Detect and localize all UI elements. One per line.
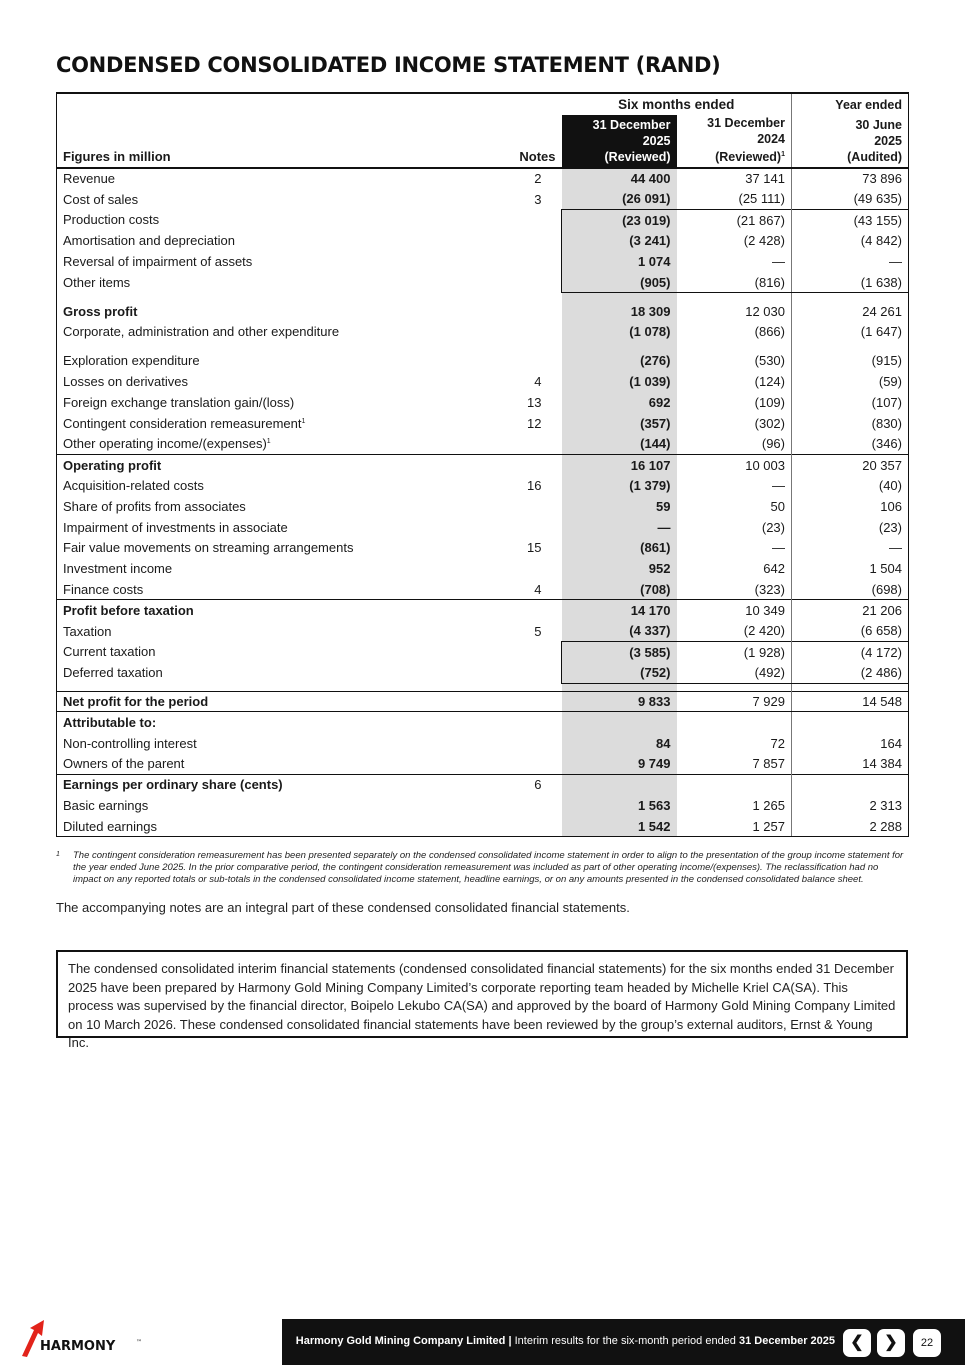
- value-prior: 72: [677, 733, 792, 754]
- table-row: [57, 371, 909, 392]
- row-label: Diluted earnings: [57, 816, 457, 837]
- table-row: [57, 475, 909, 496]
- value-year: 20 357: [792, 454, 909, 475]
- row-label: Investment income: [57, 558, 457, 579]
- harmony-arrow-icon: [20, 1318, 150, 1358]
- row-label: Foreign exchange translation gain/(loss): [57, 392, 457, 413]
- value-prior: —: [677, 475, 792, 496]
- value-prior: 642: [677, 558, 792, 579]
- row-notes: 6: [457, 774, 562, 795]
- value-year: (915): [792, 350, 909, 371]
- row-notes: [457, 733, 562, 754]
- value-current: (1 379): [562, 475, 677, 496]
- table-row: [57, 272, 909, 293]
- value-current: 84: [562, 733, 677, 754]
- value-prior: (530): [677, 350, 792, 371]
- row-label: Non-controlling interest: [57, 733, 457, 754]
- value-year: (59): [792, 371, 909, 392]
- value-prior: 1 257: [677, 816, 792, 837]
- table-row: [57, 558, 909, 579]
- row-notes: 3: [534, 191, 542, 207]
- value-current: 14 170: [562, 600, 677, 621]
- value-prior: —: [677, 251, 792, 272]
- page-title: CONDENSED CONSOLIDATED INCOME STATEMENT (RAND): [56, 53, 721, 77]
- table-row: [57, 517, 909, 538]
- spacer-row: [57, 342, 909, 350]
- footnote: [56, 850, 908, 886]
- table-row: [57, 210, 909, 231]
- value-prior: (2 420): [677, 621, 792, 642]
- value-prior: (96): [677, 434, 792, 455]
- value-prior: (1 928): [677, 642, 792, 663]
- value-current: [562, 774, 677, 795]
- value-year: (43 155): [792, 210, 909, 231]
- row-label: Earnings per ordinary share (cents): [57, 774, 457, 795]
- row-label: Basic earnings: [57, 795, 457, 816]
- footnote-text: The contingent consideration remeasurement has been presented separately on the condensed consolidated income statement in order to align to the presentation of the group income statement for the year ended June 2025. In the prior comparative period, the contingent consideration remeasurement was included as part of other operating income/(expenses). The reclassification had no impact on any reported totals or sub-totals in the condensed consolidated income statement, headline earnings, or on any amounts presented in the condensed consolidated balance sheet.: [73, 850, 904, 885]
- row-label: Cost of sales: [57, 189, 457, 210]
- row-notes: [457, 754, 562, 775]
- table-row: [57, 795, 909, 816]
- row-label: Production costs: [57, 210, 457, 231]
- value-year: —: [792, 538, 909, 559]
- spacer-row: [57, 293, 909, 301]
- table-row: [57, 434, 909, 455]
- value-prior: (2 428): [677, 230, 792, 251]
- row-notes: 16: [527, 478, 542, 494]
- row-notes: [457, 816, 562, 837]
- value-prior: (21 867): [677, 210, 792, 231]
- row-label: Current taxation: [57, 642, 457, 663]
- value-current: (144): [562, 434, 677, 455]
- row-label: Profit before taxation: [57, 600, 457, 621]
- logo-wordmark: HARMONY: [40, 1339, 116, 1354]
- value-year: (49 635): [792, 189, 909, 210]
- approval-text: The condensed consolidated interim financial statements (condensed consolidated financial statements) for the six months ended 31 December 2025 have been prepared by Harmony Gold Mining Company Limited’s corporate reporting team headed by Michelle Kriel CA(SA). This process was supervised by the financial director, Boipelo Lekubo CA(SA) and approved by the board of Harmony Gold Mining Company Limited on 10 March 2026. These condensed consolidated financial statements have been reviewed by the group’s external auditors, Ernst & Young Inc.: [68, 961, 896, 1050]
- row-notes: 13: [527, 394, 542, 410]
- value-year: (107): [792, 392, 909, 413]
- value-current: (752): [562, 662, 677, 683]
- table-row: [57, 538, 909, 559]
- value-current: (4 337): [562, 621, 677, 642]
- page-footer: [282, 1319, 965, 1365]
- value-year: 164: [792, 733, 909, 754]
- value-current: (708): [562, 579, 677, 600]
- table-row: [57, 621, 909, 642]
- col-year-header: 30 June 2025 (Audited): [792, 115, 909, 168]
- row-notes: [457, 691, 562, 712]
- chevron-left-icon: ❮: [850, 1334, 864, 1351]
- value-current: (905): [562, 272, 677, 293]
- row-notes: [457, 322, 562, 343]
- row-notes: [457, 600, 562, 621]
- table-row: [57, 642, 909, 663]
- approval-box: [56, 950, 908, 1050]
- value-prior: (124): [677, 371, 792, 392]
- row-label: Attributable to:: [57, 712, 457, 733]
- table-row: [57, 600, 909, 621]
- table-row: [57, 189, 909, 210]
- row-notes: [457, 350, 562, 371]
- chevron-right-icon: ❯: [884, 1334, 898, 1351]
- row-notes: [457, 642, 562, 663]
- row-label: Owners of the parent: [57, 754, 457, 775]
- table-row: [57, 754, 909, 775]
- table-row: [57, 301, 909, 322]
- page-number: 22: [913, 1329, 941, 1357]
- col-prior-header: 31 December 2024 (Reviewed)$^1$: [677, 115, 792, 168]
- row-notes: [457, 251, 562, 272]
- value-prior: (23): [677, 517, 792, 538]
- row-label: Taxation: [57, 621, 457, 642]
- value-current: (357): [562, 413, 677, 434]
- value-current: 16 107: [562, 454, 677, 475]
- value-year: —: [792, 251, 909, 272]
- table-row: [57, 496, 909, 517]
- value-prior: [677, 712, 792, 733]
- value-year: [792, 774, 909, 795]
- row-label: Operating profit: [57, 454, 457, 475]
- value-current: [562, 712, 677, 733]
- row-label: Share of profits from associates: [57, 496, 457, 517]
- figures-label: Figures in million: [57, 115, 457, 168]
- table-row: [57, 230, 909, 251]
- table-row: [57, 774, 909, 795]
- value-current: 1 563: [562, 795, 677, 816]
- value-year: (698): [792, 579, 909, 600]
- value-year: [792, 712, 909, 733]
- row-label: Amortisation and depreciation: [57, 230, 457, 251]
- year-group-header: Year ended: [792, 93, 909, 115]
- row-notes: [457, 272, 562, 293]
- table-row: [57, 816, 909, 837]
- value-current: 692: [562, 392, 677, 413]
- value-prior: (109): [677, 392, 792, 413]
- row-label: Other items: [57, 272, 457, 293]
- value-prior: 10 003: [677, 454, 792, 475]
- row-label: Net profit for the period: [57, 691, 457, 712]
- income-statement-table: [56, 92, 908, 837]
- value-year: (23): [792, 517, 909, 538]
- value-current: (23 019): [562, 210, 677, 231]
- value-year: (40): [792, 475, 909, 496]
- value-prior: (302): [677, 413, 792, 434]
- next-page-button[interactable]: [877, 1329, 905, 1357]
- row-notes: [457, 210, 562, 231]
- row-label: Losses on derivatives: [57, 371, 457, 392]
- row-notes: 5: [534, 623, 542, 639]
- table-row: [57, 350, 909, 371]
- row-notes: [457, 454, 562, 475]
- accompanying-note: The accompanying notes are an integral part of these condensed consolidated financial statements.: [56, 900, 630, 915]
- table-row: [57, 662, 909, 683]
- value-year: 73 896: [792, 168, 909, 189]
- row-notes: [457, 230, 562, 251]
- row-notes: 2: [534, 171, 542, 187]
- row-label: Reversal of impairment of assets: [57, 251, 457, 272]
- value-current: 1 542: [562, 816, 677, 837]
- value-year: (346): [792, 434, 909, 455]
- row-notes: [457, 558, 562, 579]
- value-year: 14 384: [792, 754, 909, 775]
- notes-header: Notes: [457, 115, 562, 168]
- value-year: (4 172): [792, 642, 909, 663]
- previous-page-button[interactable]: [843, 1329, 871, 1357]
- value-current: 44 400: [562, 168, 677, 189]
- table-row: [57, 454, 909, 475]
- row-notes: 15: [527, 540, 542, 556]
- header-row-groups: [57, 93, 909, 115]
- table-row: [57, 712, 909, 733]
- footnote-mark: 1: [56, 851, 60, 858]
- table-row: [57, 168, 909, 189]
- value-year: (6 658): [792, 621, 909, 642]
- value-current: (1 039): [562, 371, 677, 392]
- value-year: 1 504: [792, 558, 909, 579]
- value-year: (4 842): [792, 230, 909, 251]
- row-label: Other operating income/(expenses)$^1$: [57, 434, 457, 455]
- row-label: Revenue: [57, 168, 457, 189]
- value-year: (830): [792, 413, 909, 434]
- value-current: 18 309: [562, 301, 677, 322]
- value-current: (26 091): [562, 189, 677, 210]
- row-label: Exploration expenditure: [57, 350, 457, 371]
- spacer-row: [57, 683, 909, 691]
- row-label: Contingent consideration remeasurement$^1$: [57, 413, 457, 434]
- value-prior: (25 111): [677, 189, 792, 210]
- value-current: 9 833: [562, 691, 677, 712]
- row-notes: [457, 517, 562, 538]
- row-notes: [457, 434, 562, 455]
- value-current: (276): [562, 350, 677, 371]
- row-label: Gross profit: [57, 301, 457, 322]
- value-current: 1 074: [562, 251, 677, 272]
- row-notes: [457, 662, 562, 683]
- table-row: [57, 251, 909, 272]
- row-notes: [457, 712, 562, 733]
- value-prior: [677, 774, 792, 795]
- period-group-header: Six months ended: [562, 93, 792, 115]
- value-current: 952: [562, 558, 677, 579]
- table-row: [57, 322, 909, 343]
- value-current: —: [562, 517, 677, 538]
- row-label: Finance costs: [57, 579, 457, 600]
- value-prior: 10 349: [677, 600, 792, 621]
- row-notes: 4: [534, 374, 542, 390]
- header-row-columns: [57, 115, 909, 168]
- row-label: Fair value movements on streaming arrangements: [57, 538, 457, 559]
- row-notes: [457, 301, 562, 322]
- row-notes: 12: [527, 415, 542, 431]
- row-label: Impairment of investments in associate: [57, 517, 457, 538]
- value-current: 59: [562, 496, 677, 517]
- table-row: [57, 413, 909, 434]
- value-year: 106: [792, 496, 909, 517]
- row-notes: [457, 795, 562, 816]
- value-current: 9 749: [562, 754, 677, 775]
- harmony-logo: [20, 1318, 150, 1358]
- row-label: Acquisition-related costs: [57, 475, 457, 496]
- value-prior: 50: [677, 496, 792, 517]
- table-row: [57, 579, 909, 600]
- row-notes: [457, 496, 562, 517]
- value-prior: 37 141: [677, 168, 792, 189]
- value-current: (3 585): [562, 642, 677, 663]
- value-prior: 7 857: [677, 754, 792, 775]
- table-row: [57, 733, 909, 754]
- svg-text:™: ™: [136, 1339, 142, 1346]
- value-year: (1 647): [792, 322, 909, 343]
- value-prior: (323): [677, 579, 792, 600]
- value-year: 2 288: [792, 816, 909, 837]
- table-row: [57, 691, 909, 712]
- row-label: Corporate, administration and other expenditure: [57, 322, 457, 343]
- value-year: 21 206: [792, 600, 909, 621]
- value-year: 14 548: [792, 691, 909, 712]
- value-current: (3 241): [562, 230, 677, 251]
- value-year: (2 486): [792, 662, 909, 683]
- value-year: 2 313: [792, 795, 909, 816]
- row-notes: 4: [534, 581, 542, 597]
- row-label: Deferred taxation: [57, 662, 457, 683]
- value-prior: (866): [677, 322, 792, 343]
- value-year: 24 261: [792, 301, 909, 322]
- value-prior: 12 030: [677, 301, 792, 322]
- value-year: (1 638): [792, 272, 909, 293]
- value-current: (1 078): [562, 322, 677, 343]
- footer-text: Harmony Gold Mining Company Limited | Interim results for the six-month period ended 31 December 2025: [295, 1335, 835, 1347]
- value-current: (861): [562, 538, 677, 559]
- value-prior: (492): [677, 662, 792, 683]
- value-prior: —: [677, 538, 792, 559]
- table-row: [57, 392, 909, 413]
- value-prior: (816): [677, 272, 792, 293]
- col-current-header: 31 December 2025 (Reviewed): [562, 115, 677, 168]
- statement-body: [57, 168, 909, 837]
- value-prior: 1 265: [677, 795, 792, 816]
- value-prior: 7 929: [677, 691, 792, 712]
